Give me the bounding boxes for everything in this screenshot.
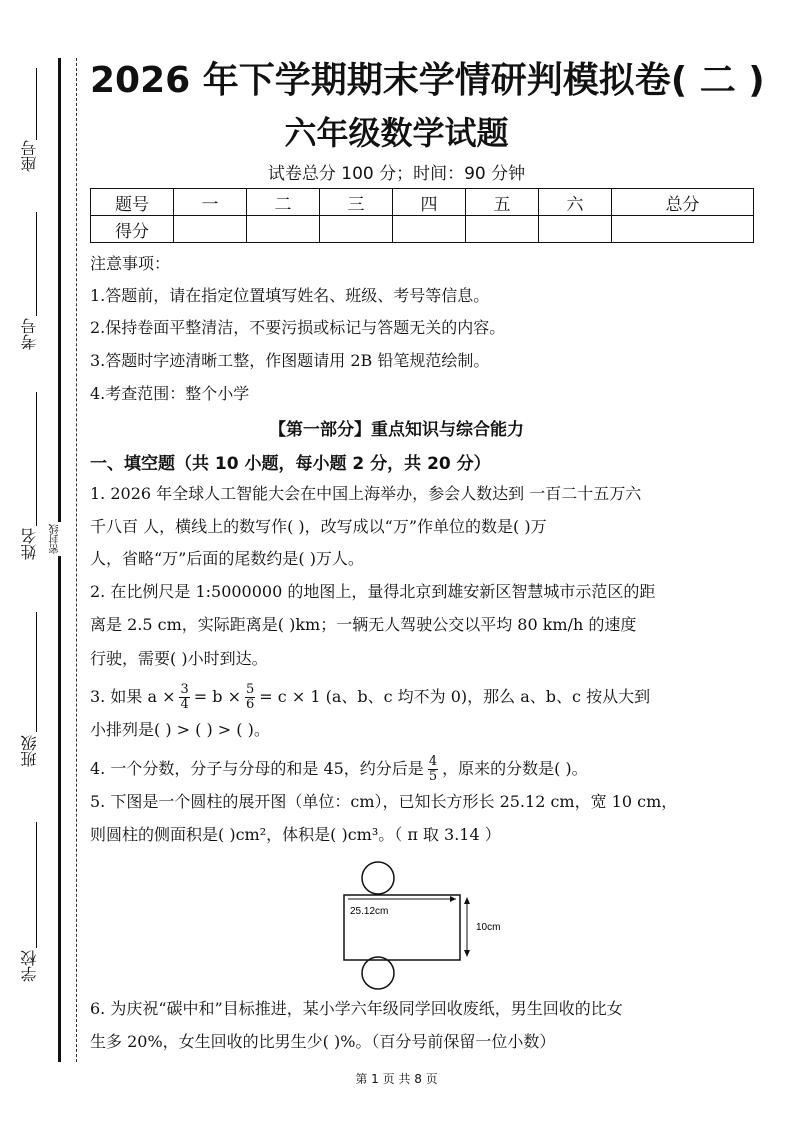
score-header-cell: 五 bbox=[466, 189, 539, 216]
question-6-line: 生多 20%，女生回收的比男生少( )%。（百分号前保留一位小数） bbox=[90, 1032, 556, 1051]
q3-text-b: = b × bbox=[193, 687, 241, 706]
length-arrow-head bbox=[450, 896, 456, 902]
score-row-label: 得分 bbox=[91, 216, 174, 243]
length-label: 25.12cm bbox=[350, 906, 389, 917]
exam-title: 2026 年下学期期末学情研判模拟卷( 二 ) bbox=[90, 60, 765, 101]
fraction-3-4: $\frac{3}{4}$ bbox=[180, 682, 189, 712]
question-1-line: 千八百 人，横线上的数写作( )，改写成以“万”作单位的数是( )万 bbox=[90, 517, 547, 536]
q4-text-a: 4. 一个分数，分子与分母的和是 45，约分后是 bbox=[90, 759, 424, 778]
class-write-line[interactable] bbox=[36, 612, 37, 732]
exam-subtitle: 六年级数学试题 bbox=[284, 114, 509, 152]
bottom-circle bbox=[362, 957, 394, 989]
exam-no-write-line[interactable] bbox=[36, 212, 37, 316]
score-header-cell: 总分 bbox=[612, 189, 754, 216]
school-label: 学校 bbox=[20, 950, 39, 982]
score-table-header-row bbox=[91, 189, 754, 216]
part-heading: 【第一部分】重点知识与综合能力 bbox=[269, 420, 524, 440]
exam-no-label: 考号 bbox=[20, 318, 39, 350]
school-write-line[interactable] bbox=[36, 822, 37, 948]
note-item: 1.答题前，请在指定位置填写姓名、班级、考号等信息。 bbox=[90, 286, 490, 305]
note-item: 4.考查范围：整个小学 bbox=[90, 384, 250, 403]
question-5-line: 则圆柱的侧面积是( )cm²，体积是( )cm³。（ π 取 3.14 ） bbox=[90, 825, 501, 844]
question-2-line: 行驶，需要( )小时到达。 bbox=[90, 649, 268, 668]
score-header-cell: 三 bbox=[320, 189, 393, 216]
score-input-cell[interactable] bbox=[539, 216, 612, 243]
score-header-cell: 二 bbox=[247, 189, 320, 216]
score-table bbox=[90, 188, 754, 243]
question-1-line: 1. 2026 年全球人工智能大会在中国上海举办，参会人数达到 一百二十五万六 bbox=[90, 484, 642, 503]
score-header-cell: 四 bbox=[393, 189, 466, 216]
score-input-cell[interactable] bbox=[612, 216, 754, 243]
fraction-5-6: $\frac{5}{6}$ bbox=[246, 682, 255, 712]
q3-text-a: 3. 如果 a × bbox=[90, 687, 176, 706]
question-6-line: 6. 为庆祝“碳中和”目标推进，某小学六年级同学回收废纸，男生回收的比女 bbox=[90, 999, 623, 1018]
note-item: 3.答题时字迹清晰工整，作图题请用 2B 铅笔规范绘制。 bbox=[90, 351, 490, 370]
seat-label: 座号 bbox=[20, 140, 39, 172]
width-arrow-head-bottom bbox=[464, 950, 470, 957]
width-arrow-head-top bbox=[464, 897, 470, 904]
score-input-cell[interactable] bbox=[320, 216, 393, 243]
notes-title: 注意事项： bbox=[90, 254, 171, 273]
question-3-line bbox=[90, 683, 650, 712]
score-table-score-row bbox=[91, 216, 754, 243]
q4-text-b: ，原来的分数是( )。 bbox=[442, 759, 588, 778]
score-header-cell: 六 bbox=[539, 189, 612, 216]
question-5-line: 5. 下图是一个圆柱的展开图（单位：cm），已知长方形长 25.12 cm，宽 10 cm， bbox=[90, 792, 678, 811]
name-label: 姓名 bbox=[20, 528, 39, 560]
score-input-cell[interactable] bbox=[466, 216, 539, 243]
class-label: 班级 bbox=[20, 735, 39, 767]
seal-line-label: 密封线 bbox=[50, 524, 61, 554]
binding-bar bbox=[58, 58, 61, 1062]
top-circle bbox=[362, 862, 394, 894]
section-heading: 一、填空题（共 10 小题，每小题 2 分，共 20 分） bbox=[90, 454, 491, 474]
side-rectangle bbox=[344, 895, 460, 960]
fraction-4-5: $\frac{4}{5}$ bbox=[428, 754, 438, 784]
question-2-line: 离是 2.5 cm，实际距离是( )km；一辆无人驾驶公交以平均 80 km/h 的速度 bbox=[90, 615, 637, 634]
width-label: 10cm bbox=[476, 922, 501, 933]
score-input-cell[interactable] bbox=[174, 216, 247, 243]
name-write-line[interactable] bbox=[36, 392, 37, 526]
note-item: 2.保持卷面平整清洁，不要污损或标记与答题无关的内容。 bbox=[90, 318, 506, 337]
page-footer: 第 1 页 共 8 页 bbox=[355, 1072, 438, 1086]
question-3-line: 小排列是( ) > ( ) > ( )。 bbox=[90, 720, 270, 739]
cylinder-net-figure bbox=[330, 855, 510, 993]
exam-meta: 试卷总分 100 分；时间：90 分钟 bbox=[267, 164, 526, 184]
question-1-line: 人，省略“万”后面的尾数约是( )万人。 bbox=[90, 549, 364, 568]
question-2-line: 2. 在比例尺是 1:5000000 的地图上，量得北京到雄安新区智慧城市示范区的距 bbox=[90, 582, 656, 601]
score-input-cell[interactable] bbox=[247, 216, 320, 243]
score-header-cell: 题号 bbox=[91, 189, 174, 216]
score-input-cell[interactable] bbox=[393, 216, 466, 243]
score-header-cell: 一 bbox=[174, 189, 247, 216]
q3-text-c: = c × 1 (a、b、c 均不为 0)，那么 a、b、c 按从大到 bbox=[259, 687, 651, 706]
seal-dash-line bbox=[76, 58, 77, 1062]
question-4-line bbox=[90, 755, 588, 784]
